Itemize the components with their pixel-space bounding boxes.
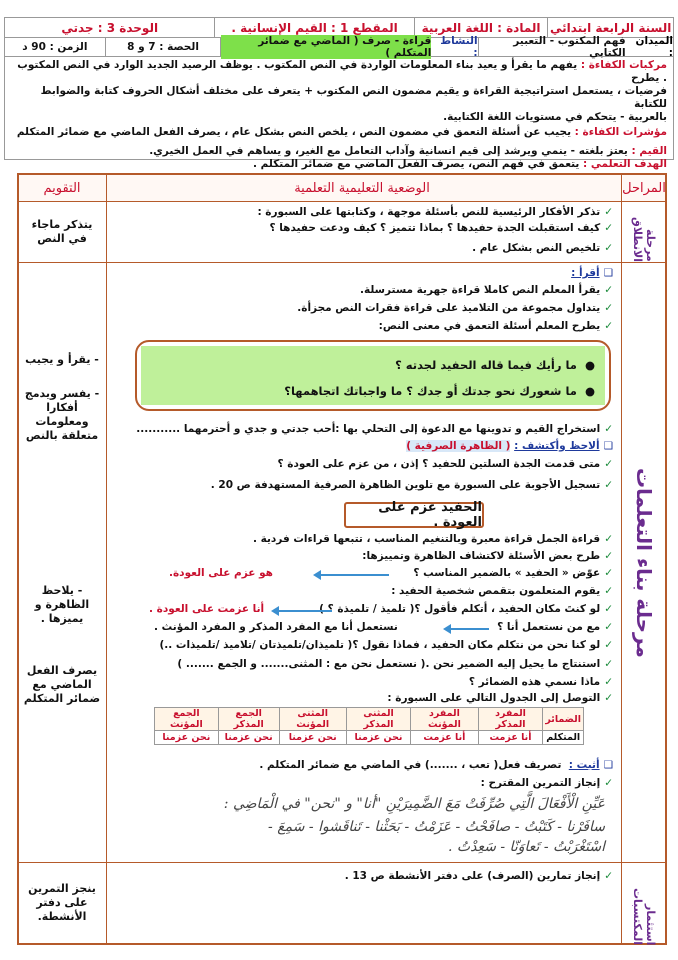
section-title: ❑ألاحظ وأكتشف : ( الظاهرة الصرفية ) <box>406 440 613 452</box>
list-item: ✓متى قدمت الجدة السلتين للحفيد ؟ إذن ، من عزم على العودة ؟ <box>277 458 613 470</box>
check-icon: ✓ <box>604 658 613 670</box>
handwritten-line: سافَرْنا - كَتَبْتُ - صافَحْتُ - عَزَمْتُ - بَحَثْنا - تَناقَشوا - سَمِعَ - <box>268 819 605 835</box>
list-item: ✓تسجيل الأجوبة على السبورة مع تلوين الظاهرة الصرفية المستهدفة ص 20 . <box>210 479 613 491</box>
list-item: ✓لو كنا نحن من نتكلم مكان الحفيد ، فماذا نقول ؟( تلميذان/تلميذتان /تلاميذ /تلميذات ..) <box>159 639 613 651</box>
arrow-icon <box>319 574 389 576</box>
check-icon: ✓ <box>604 567 613 579</box>
list-item: ✓يتداول مجموعة من التلاميذ على قراءة فقرات النص مجزأة. <box>297 302 613 314</box>
question: ● ما رأيك فيما قاله الحفيد لجدته ؟ <box>395 358 595 372</box>
divider <box>621 175 622 943</box>
session-cell: الحصة : 7 و 8 <box>105 38 221 56</box>
segment-cell: المقطع 1 : القيم الإنسانية . <box>214 18 413 37</box>
answer: نستعمل أنا مع المفرد المذكر و المفرد المؤنث . <box>154 621 398 633</box>
list-item: ✓مع من نستعمل أنا ؟ <box>497 621 613 633</box>
list-item: ✓لو كنتَ مكان الحفيد ، أتكلم فأقول ؟( تلميذ / تلميذة ؟ ) <box>319 603 613 615</box>
list-item: ✓تلخيص النص بشكل عام . <box>472 242 613 254</box>
subject-cell: المادة : اللغة العربية <box>414 18 548 37</box>
list-item: ✓تذكر الأفكار الرئيسية للنص بأسئلة موجهة ، وكتابتها على السبورة : <box>257 206 613 218</box>
competencies-section: مركبات الكفاءة : يفهم ما يقرأ و يعيد بناء المعلومات الواردة في النص المكتوب . يوظف الرصيد الجديد الوارد في النص المكتوب . يطرح فرضيات ، يستعمل استراتيجية القراءة و يقيم مضمون النص المكتوب + يتعرف على مختلف أشكال الحروف كتابة والضوابط للكتابة بالعربية - يتحكم في مستويات اللغة الكتابية. مؤشرات الكفاءة : يجيب عن أسئلة التعمق في مضمون النص ، يلخص النص بشكل عام ، يصرف الفعل الماضي مع ضمائر المتكلم القيم : يعتز بلغته - ينمي ويرشد إلى قيم انسانية وآداب التعامل مع الغير، و يساهم في العمل الخيري. الهدف التعلمي : يتعمق في فهم النص، يصرف الفعل الماضي مع ضمائر المتكلم . <box>4 57 674 160</box>
check-icon: ✓ <box>604 585 613 597</box>
example-sentence-box: الحفيد عزم على العودة . <box>344 502 484 528</box>
lesson-table <box>17 173 667 945</box>
list-item: ✓يقوم المتعلمون بتقمص شخصية الحفيد : <box>391 585 613 597</box>
check-icon: ✓ <box>604 692 613 704</box>
activity-cell: النشاط : قراءة - صرف ( الماضي مع ضمائر المتكلم ) <box>220 38 477 56</box>
table-header-row: الضمائر المفرد المذكر المفرد المؤنث المثنى المذكر المثنى المؤنث الجمع المذكر الجمع المؤنث <box>155 708 584 731</box>
handwritten-line: عَيِّنِ الْأَفْعَالَ الَّتِي صُرِّفَتْ مَعَ الضَّمِيرَيْنِ "أنا" و "نحن" في الْمَاضِي : <box>223 796 605 812</box>
check-icon: ✓ <box>604 242 613 254</box>
list-item: ✓استنتاج ما يحيل إليه الضمير نحن .( نستعمل نحن مع : المثنى....... و الجمع ....... ) <box>177 658 613 670</box>
check-icon: ✓ <box>604 603 613 615</box>
check-icon: ✓ <box>604 777 613 789</box>
eval-interpret: - يفسر ويدمج أفكارا ومعلومات متعلقة بالنص <box>24 387 100 442</box>
check-icon: ✓ <box>604 639 613 651</box>
list-item: ✓يقرأ المعلم النص كاملا قراءة جهرية مسترسلة. <box>360 284 613 296</box>
list-item: ✓قراءة الجمل قراءة معبرة وبالتنغيم المناسب ، تتبعها قراءات فردية . <box>252 533 613 545</box>
answer: أنا عزمت على العودة . <box>149 603 265 615</box>
check-icon: ✓ <box>604 533 613 545</box>
eval-read-answer: - يقرأ و يجيب <box>25 353 99 366</box>
check-icon: ✓ <box>604 284 613 296</box>
question: ● ما شعورك نحو جدتك أو جدك ؟ ما واجباتك اتجاهمها؟ <box>284 384 595 398</box>
list-item: ✓كيف استقبلت الجدة حفيدها ؟ بماذا تتميز ؟ كيف ودعت حفيدها ؟ <box>269 222 613 234</box>
list-item: ✓إنجاز التمرين المقترح : <box>480 777 613 789</box>
eval-conjugate: يصرف الفعل الماضي مع ضمائر المتكلم <box>23 664 101 705</box>
check-icon: ✓ <box>604 423 613 435</box>
bullet-icon: ● <box>584 358 595 372</box>
divider <box>19 862 665 863</box>
section-title: ❑أقرأ : <box>571 267 613 279</box>
check-icon: ✓ <box>604 222 613 234</box>
domain-cell: الميدان : فهم المكتوب - التعبير الكتابي <box>478 38 673 56</box>
check-icon: ✓ <box>604 870 613 882</box>
check-icon: ✓ <box>604 676 613 688</box>
header-row-2 <box>4 35 674 59</box>
list-item: ✓إنجاز تمارين (الصرف) على دفتر الأنشطة ص 13 . <box>344 870 613 882</box>
check-icon: ✓ <box>604 206 613 218</box>
eval-exercise: ينجز التمرين على دفتر الأنشطة. <box>28 881 96 923</box>
divider <box>106 175 107 943</box>
handwritten-line: اسْتَغْرَبْتُ - تَعاوَنّا - سَعِدْتُ . <box>448 839 605 855</box>
questions-box <box>135 340 611 411</box>
arrow-icon <box>277 610 332 612</box>
stage-start: مرحلة الانطلاق <box>631 217 657 262</box>
check-icon: ✓ <box>604 621 613 633</box>
square-bullet-icon: ❑ <box>603 267 613 279</box>
check-icon: ✓ <box>604 320 613 332</box>
list-item: ✓طرح بعض الأسئلة لاكتشاف الظاهرة وتمييزها: <box>362 550 613 562</box>
level-cell: السنة الرابعة ابتدائي <box>547 18 673 37</box>
check-icon: ✓ <box>604 302 613 314</box>
bullet-icon: ● <box>584 384 595 398</box>
arrow-icon <box>449 628 489 630</box>
list-item: ✓التوصل إلى الجدول التالي على السبورة : <box>387 692 613 704</box>
col-head-situation: الوضعية التعليمية التعلمية <box>103 175 621 201</box>
square-bullet-icon: ❑ <box>603 440 613 452</box>
list-item: ✓استخراج القيم و تدوينها مع الدعوة إلى التحلي بها :أحب جدتي و جدي و أحترمهما ........... <box>136 423 613 435</box>
check-icon: ✓ <box>604 458 613 470</box>
check-icon: ✓ <box>604 479 613 491</box>
list-item: ✓يطرح المعلم أسئلة التعمق في معنى النص: <box>378 320 613 332</box>
divider <box>19 201 665 202</box>
divider <box>19 262 665 263</box>
conjugation-table <box>154 707 584 745</box>
square-bullet-icon: ❑ <box>603 759 613 771</box>
section-title: ❑أثبت : تصريف فعل( تعب ، .......) في الماضي مع ضمائر المتكلم . <box>259 759 613 771</box>
table-row: المتكلم أنا عزمت أنا عزمت نحن عزمنا نحن عزمنا نحن عزمنا نحن عزمنا <box>155 731 584 745</box>
check-icon: ✓ <box>604 550 613 562</box>
eval-observe: - يلاحظ الظاهرة و يميزها . <box>34 584 90 625</box>
unit-cell: الوحدة 3 : جدتي <box>61 20 159 35</box>
eval-remember: يتذكر ماجاء في النص <box>31 218 93 245</box>
stage-build: مرحلة بناء التعلمات <box>632 467 656 658</box>
col-head-stages: المراحل <box>623 175 665 201</box>
col-head-eval: التقويم <box>19 175 105 201</box>
time-cell: الزمن : 90 د <box>22 41 88 53</box>
stage-invest: استثمار المكتسبات <box>631 887 657 945</box>
list-item: ✓ماذا نسمي هذه الضمائر ؟ <box>468 676 613 688</box>
answer: هو عزم على العودة. <box>169 567 273 579</box>
list-item: ✓عوّض « الحفيد » بالضمير المناسب ؟ <box>413 567 613 579</box>
